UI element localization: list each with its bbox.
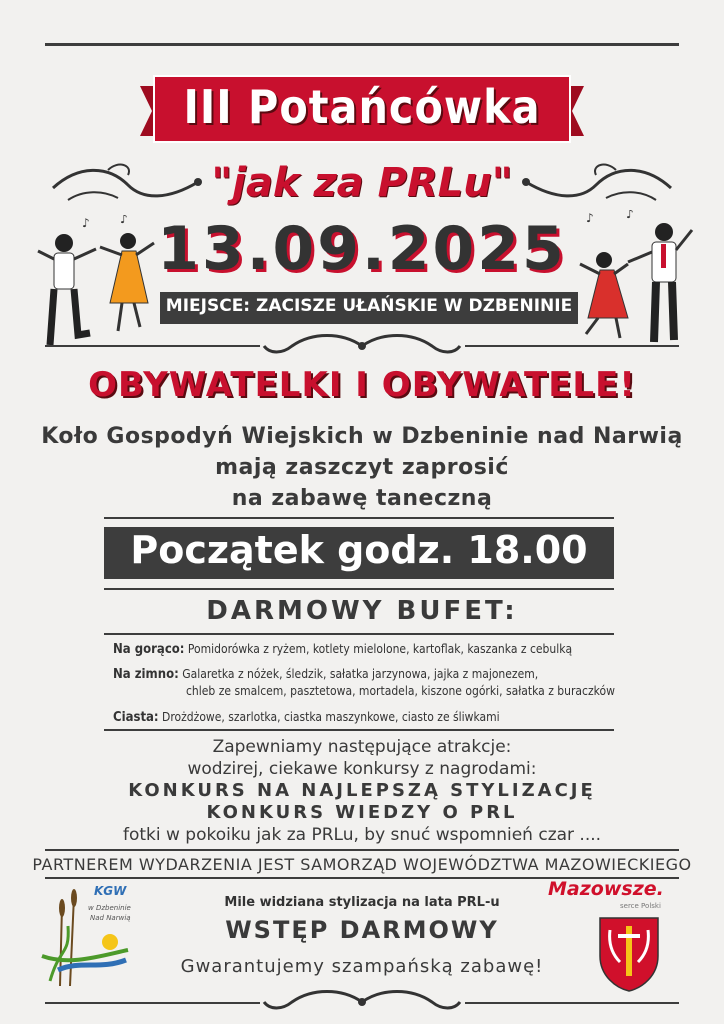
menu-hot <box>113 642 572 657</box>
menu-hot-label: Na gorąco: <box>113 642 185 657</box>
divider <box>45 1002 260 1004</box>
bottom-flourish-icon <box>262 988 462 1016</box>
top-rule <box>45 43 679 46</box>
divider <box>465 1002 679 1004</box>
kgw-logo-title: KGW <box>94 884 127 898</box>
mazowsze-logo: Mazowsze. <box>548 878 664 900</box>
menu-cold-label: Na zimno: <box>113 667 179 682</box>
invitation-line: Koło Gospodyń Wiejskich w Dzbeninie nad Narwią <box>41 424 683 449</box>
divider <box>465 345 679 347</box>
center-flourish-icon <box>262 332 462 360</box>
mazowsze-logo-sub: serce Polski <box>620 902 661 910</box>
attractions-line: wodzirej, ciekawe konkursy z nagrodami: <box>187 759 537 779</box>
divider <box>104 633 614 635</box>
dancing-couple-left-icon <box>30 215 170 355</box>
greeting-headline: OBYWATELKI I OBYWATELE! <box>88 365 636 405</box>
event-place: MIEJSCE: ZACISZE UŁAŃSKIE W DZBENINIE <box>165 296 573 316</box>
styling-welcome: Mile widziana stylizacja na lata PRL-u <box>224 895 500 910</box>
menu-cold-items-cont: chleb ze smalcem, pasztetowa, mortadela, kiszone ogórki, sałatka z buraczków <box>186 684 615 698</box>
menu-cakes <box>113 710 500 725</box>
invitation-line: mają zaszczyt zaprosić <box>215 455 509 480</box>
contest-knowledge: KONKURS WIEDZY O PRL <box>206 802 518 823</box>
svg-text:♪: ♪ <box>82 216 90 230</box>
menu-hot-items: Pomidorówka z ryżem, kotlety mielolone, kartoflak, kaszanka z cebulką <box>187 642 573 656</box>
event-subtitle: "jak za PRLu" <box>211 160 513 206</box>
partner-line: PARTNEREM WYDARZENIA JEST SAMORZĄD WOJEWÓDZTWA MAZOWIECKIEGO <box>32 855 692 874</box>
divider <box>45 345 260 347</box>
attractions-photos: fotki w pokoiku jak za PRLu, by snuć wspomnień czar .... <box>122 825 602 845</box>
divider <box>104 729 614 731</box>
invitation-line: na zabawę taneczną <box>231 486 493 511</box>
menu-cakes-label: Ciasta: <box>113 710 159 725</box>
svg-text:♪: ♪ <box>626 210 634 221</box>
guarantee-line: Gwarantujemy szampańską zabawę! <box>180 956 544 977</box>
divider <box>45 849 679 851</box>
menu-cold-items: Galaretka z nóżek, śledzik, sałatka jarzynowa, jajka z majonezem, <box>182 667 539 681</box>
menu-cold <box>113 667 538 682</box>
svg-text:♪: ♪ <box>586 211 594 225</box>
kgw-logo-sub: Nad Narwią <box>90 914 131 922</box>
divider <box>104 517 614 519</box>
start-time: Początek godz. 18.00 <box>130 528 588 572</box>
event-date: 13.09.2025 <box>157 214 567 284</box>
buffet-title: DARMOWY BUFET: <box>206 596 518 626</box>
svg-text:♪: ♪ <box>120 215 128 226</box>
event-title: III Potańcówka <box>183 80 541 134</box>
menu-cakes-items: Drożdżowe, szarlotka, ciastka maszynkowe, ciasto ze śliwkami <box>162 710 500 724</box>
attractions-intro: Zapewniamy następujące atrakcje: <box>212 737 512 757</box>
kgw-logo-sub: w Dzbeninie <box>88 904 131 912</box>
contest-styling: KONKURS NA NAJLEPSZĄ STYLIZACJĘ <box>128 780 596 801</box>
dancing-couple-right-icon <box>566 210 696 350</box>
free-entry: WSTĘP DARMOWY <box>225 916 499 944</box>
divider <box>104 588 614 590</box>
